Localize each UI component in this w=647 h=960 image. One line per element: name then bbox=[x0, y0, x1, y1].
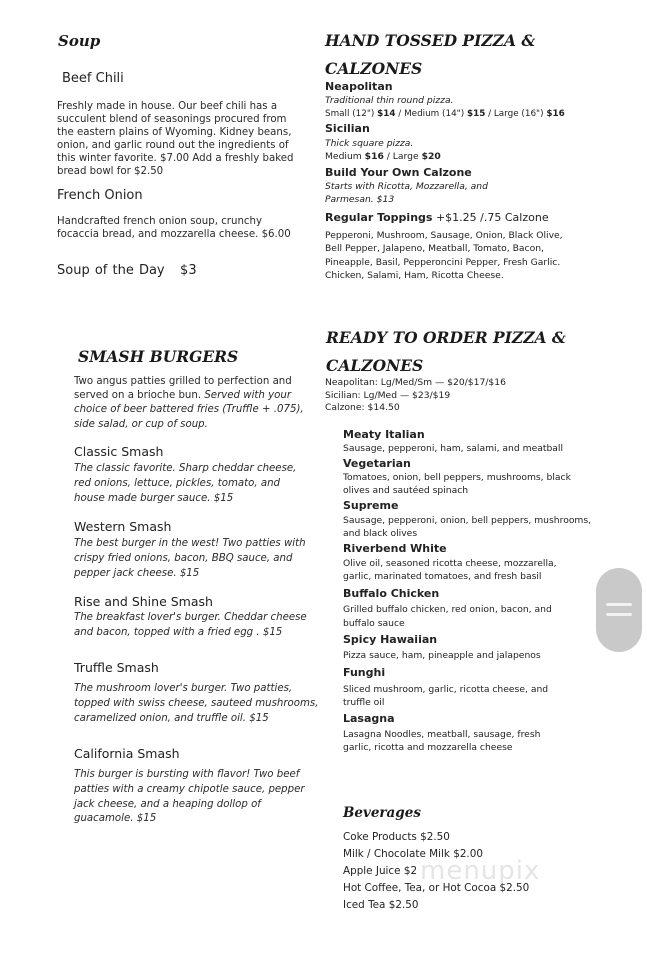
sicilian-size-medium: Medium bbox=[325, 151, 365, 162]
ready-item-title: Meaty Italian bbox=[343, 428, 425, 441]
ready-price-line: Calzone: $14.50 bbox=[325, 402, 400, 413]
truffle-smash-desc: The mushroom lover's burger. Two patties, topped with swiss cheese, sauteed mushrooms, caramelized onion, and truffle oil. $15 bbox=[74, 683, 319, 724]
neapolitan-desc: Traditional thin round pizza. bbox=[325, 95, 454, 106]
regular-toppings-price: +$1.25 /.75 Calzone bbox=[432, 211, 549, 224]
beverage-item: Milk / Chocolate Milk $2.00 bbox=[343, 848, 483, 860]
smash-intro-plain: Two angus patties grilled to perfection and served on a brioche bun. bbox=[74, 376, 292, 402]
neapolitan-price-large: $16 bbox=[546, 109, 565, 119]
beverages-heading: Beverages bbox=[343, 805, 421, 821]
french-onion-title: French Onion bbox=[57, 188, 143, 203]
neapolitan-sizes bbox=[325, 108, 565, 121]
scroll-handle[interactable] bbox=[596, 568, 642, 652]
ready-item-title: Riverbend White bbox=[343, 542, 447, 555]
soup-of-day-name: Soup of the Day bbox=[57, 263, 165, 278]
truffle-smash-title: Truffle Smash bbox=[74, 660, 159, 675]
ready-item-title: Spicy Hawaiian bbox=[343, 633, 438, 646]
ready-item-desc: Pizza sauce, ham, pineapple and jalapenos bbox=[343, 650, 541, 661]
ready-item-title: Lasagna bbox=[343, 712, 395, 725]
hand-tossed-heading-line2: CALZONES bbox=[325, 59, 423, 78]
soup-of-day-price: $3 bbox=[180, 263, 197, 278]
ready-item-title: Supreme bbox=[343, 499, 399, 512]
ready-item-desc: Tomatoes, onion, bell peppers, mushrooms, black olives and sautéed spinach bbox=[343, 472, 571, 496]
ready-to-order-heading bbox=[326, 324, 566, 380]
byo-calzone-title: Build Your Own Calzone bbox=[325, 166, 472, 179]
ready-item-title: Funghi bbox=[343, 666, 386, 679]
beef-chili-desc: Freshly made in house. Our beef chili has a succulent blend of seasonings procured from the eastern plains of Wyoming. Kidney beans, onion, and garlic round out the ingredients of this winter favorite. $7.00 Add a freshly baked bread bowl for $2.50 bbox=[57, 101, 294, 177]
sicilian-title: Sicilian bbox=[325, 122, 370, 135]
sicilian-desc: Thick square pizza. bbox=[325, 138, 414, 149]
neapolitan-price-medium: $15 bbox=[466, 109, 486, 119]
ready-heading-line2: CALZONES bbox=[326, 356, 424, 375]
neapolitan-size-medium: / Medium (14") bbox=[395, 109, 467, 119]
neapolitan-title: Neapolitan bbox=[325, 80, 393, 93]
ready-heading-line1: READY TO ORDER PIZZA & bbox=[326, 328, 566, 347]
toppings-list: Pepperoni, Mushroom, Sausage, Onion, Black Olive, Bell Pepper, Jalapeno, Meatball, Tomato, Bacon, Pineapple, Basil, Pepperoncini Pepper, Fresh Garlic. Chicken, Salami, Ham, Ricotta Cheese. bbox=[325, 230, 563, 281]
western-smash-title: Western Smash bbox=[74, 519, 172, 534]
beverage-item: Hot Coffee, Tea, or Hot Cocoa $2.50 bbox=[343, 882, 530, 894]
sicilian-size-large: / Large bbox=[383, 151, 422, 162]
smash-intro-italic: Served with your choice of beer battered fries (Truffle + .075), side salad, or cup of soup. bbox=[74, 390, 304, 430]
handle-grip-icon bbox=[606, 603, 632, 606]
ready-item-title: Buffalo Chicken bbox=[343, 587, 440, 600]
california-smash-desc: This burger is bursting with flavor! Two beef patties with a creamy chipotle sauce, pepper jack cheese, and a heaping dollop of guacamole. $15 bbox=[74, 769, 305, 825]
california-smash-title: California Smash bbox=[74, 746, 180, 761]
ready-price-line: Sicilian: Lg/Med — $23/$19 bbox=[325, 389, 451, 401]
rise-shine-smash-desc: The breakfast lover's burger. Cheddar cheese and bacon, topped with a fried egg . $15 bbox=[74, 612, 307, 638]
smash-burgers-heading: SMASH BURGERS bbox=[78, 347, 239, 366]
ready-item-desc: Olive oil, seasoned ricotta cheese, mozzarella, garlic, marinated tomatoes, and fresh basil bbox=[343, 558, 557, 582]
sicilian-sizes bbox=[325, 151, 441, 164]
smash-intro bbox=[74, 375, 319, 432]
ready-item-desc: Sausage, pepperoni, onion, bell peppers, mushrooms, and black olives bbox=[343, 515, 592, 539]
regular-toppings bbox=[325, 211, 549, 224]
western-smash-desc: The best burger in the west! Two patties with crispy fried onions, bacon, BBQ sauce, and pepper jack cheese. $15 bbox=[74, 538, 306, 579]
handle-grip-icon bbox=[606, 613, 632, 616]
hand-tossed-heading bbox=[325, 27, 535, 83]
ready-item-desc: Lasagna Noodles, meatball, sausage, fresh garlic, ricotta and mozzarella cheese bbox=[343, 729, 541, 753]
beverage-item: Coke Products $2.50 bbox=[343, 831, 450, 843]
regular-toppings-label: Regular Toppings bbox=[325, 211, 433, 224]
ready-item-desc: Sliced mushroom, garlic, ricotta cheese, and truffle oil bbox=[343, 684, 549, 708]
sicilian-price-large: $20 bbox=[421, 151, 441, 162]
ready-item-title: Vegetarian bbox=[343, 457, 411, 470]
neapolitan-size-small: Small (12") bbox=[325, 109, 378, 119]
sicilian-price-medium: $16 bbox=[364, 151, 384, 162]
beverage-item: Iced Tea $2.50 bbox=[343, 899, 419, 911]
ready-price-lines bbox=[325, 377, 506, 415]
neapolitan-size-large: / Large (16") bbox=[485, 109, 547, 119]
french-onion-desc: Handcrafted french onion soup, crunchy focaccia bread, and mozzarella cheese. $6.00 bbox=[57, 216, 291, 240]
menupix-watermark: menupix bbox=[420, 856, 541, 886]
soup-of-day bbox=[57, 263, 197, 278]
hand-tossed-heading-line1: HAND TOSSED PIZZA & bbox=[325, 31, 536, 50]
soup-heading: Soup bbox=[58, 32, 101, 50]
ready-price-line: Neapolitan: Lg/Med/Sm — $20/$17/$16 bbox=[325, 377, 506, 388]
byo-calzone-desc: Starts with Ricotta, Mozzarella, and Parmesan. $13 bbox=[325, 181, 488, 205]
rise-shine-smash-title: Rise and Shine Smash bbox=[74, 594, 213, 609]
beef-chili-title: Beef Chili bbox=[62, 71, 124, 86]
neapolitan-price-small: $14 bbox=[377, 109, 396, 119]
ready-item-desc: Grilled buffalo chicken, red onion, bacon, and buffalo sauce bbox=[343, 604, 552, 629]
ready-item-desc: Sausage, pepperoni, ham, salami, and meatball bbox=[343, 443, 564, 454]
classic-smash-desc: The classic favorite. Sharp cheddar cheese, red onions, lettuce, pickles, tomato, and house made burger sauce. $15 bbox=[74, 463, 297, 504]
classic-smash-title: Classic Smash bbox=[74, 444, 164, 459]
beverage-item: Apple Juice $2 bbox=[343, 865, 418, 877]
